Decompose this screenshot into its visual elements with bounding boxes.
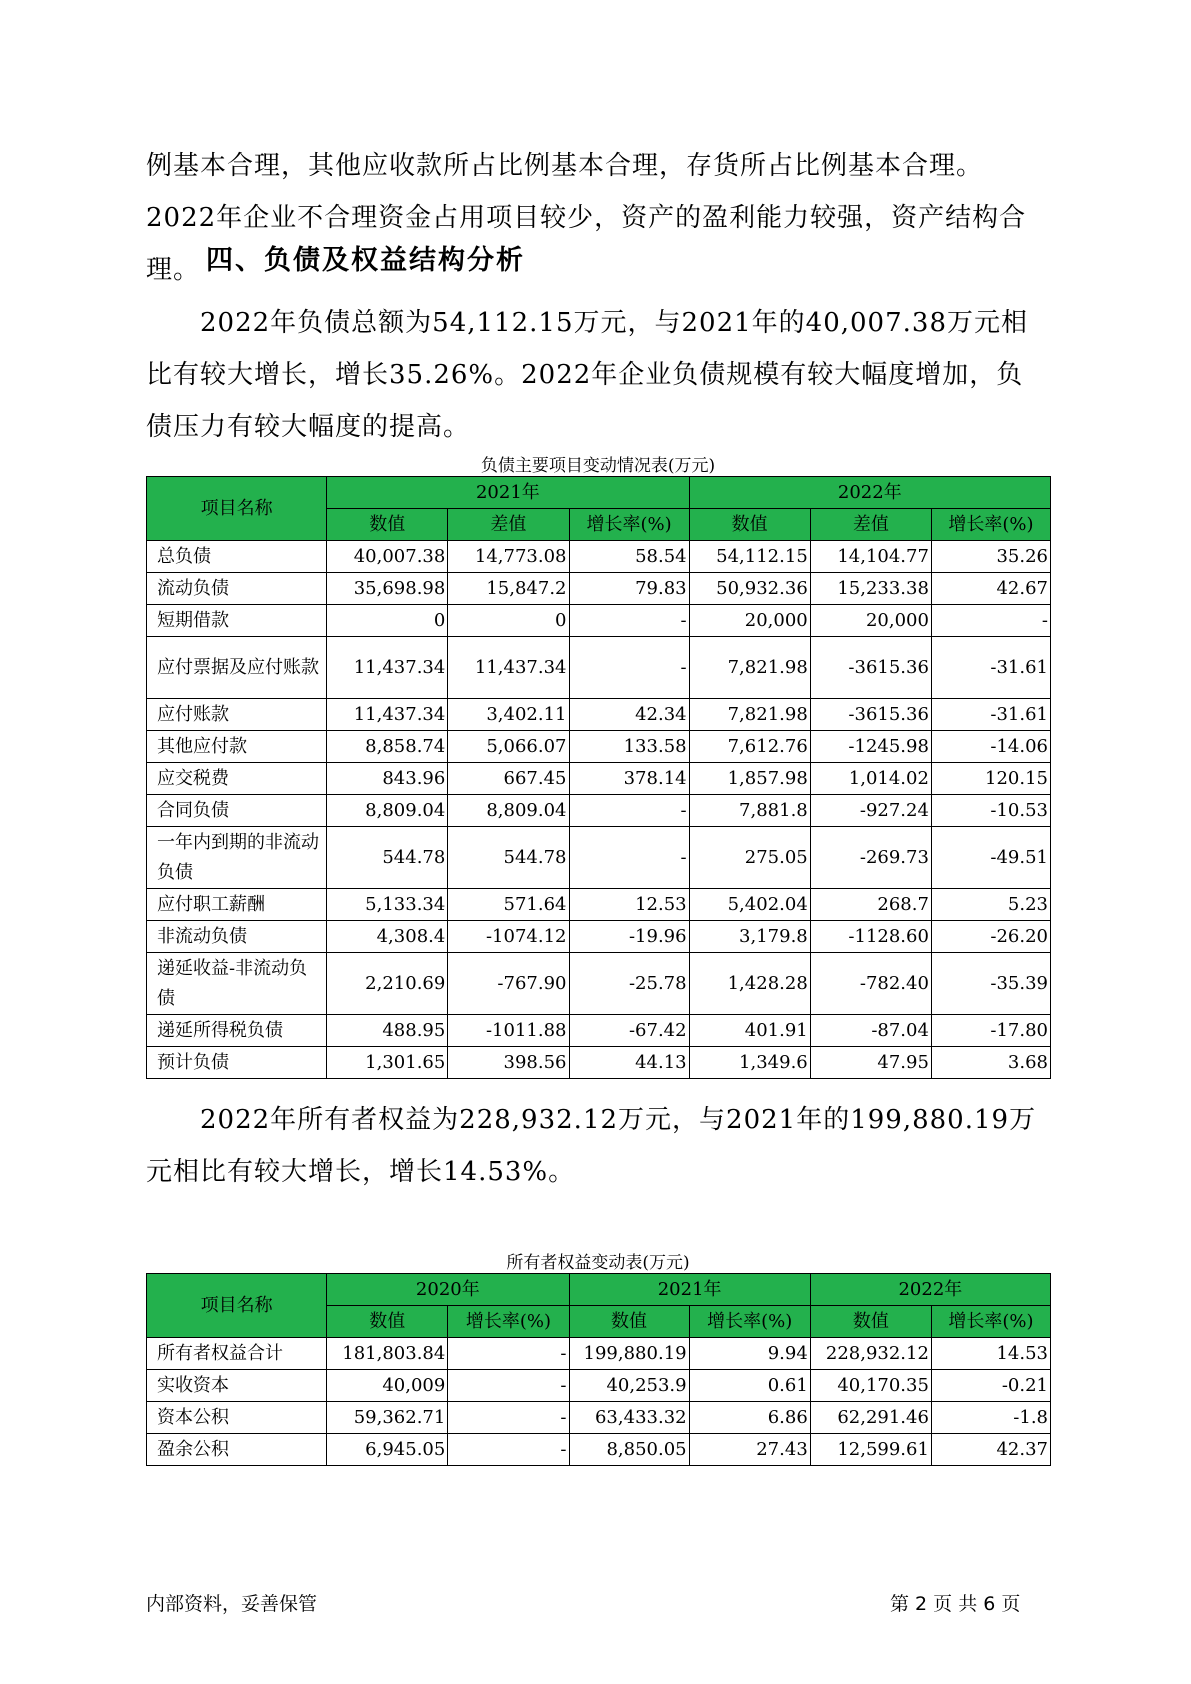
row-label-cell: 其他应付款 bbox=[147, 731, 327, 763]
subheader-growth-rate: 增长率(%) bbox=[689, 1306, 810, 1338]
value-cell: 40,253.9 bbox=[569, 1370, 689, 1402]
col-header-year-2021: 2021年 bbox=[569, 1274, 810, 1306]
value-cell: 3.68 bbox=[931, 1047, 1050, 1079]
subheader-value: 数值 bbox=[810, 1306, 931, 1338]
value-cell: - bbox=[448, 1338, 569, 1370]
row-label-cell: 一年内到期的非流动负债 bbox=[147, 827, 327, 889]
value-cell: -35.39 bbox=[931, 953, 1050, 1015]
value-cell: 42.34 bbox=[569, 699, 689, 731]
value-cell: 1,428.28 bbox=[689, 953, 810, 1015]
value-cell: 1,349.6 bbox=[689, 1047, 810, 1079]
value-cell: -87.04 bbox=[810, 1015, 931, 1047]
value-cell: 1,301.65 bbox=[327, 1047, 448, 1079]
table-row bbox=[147, 637, 1051, 699]
value-cell: - bbox=[569, 605, 689, 637]
row-label-cell: 非流动负债 bbox=[147, 921, 327, 953]
value-cell: 8,858.74 bbox=[327, 731, 448, 763]
value-cell: 8,809.04 bbox=[448, 795, 569, 827]
equity-change-table bbox=[146, 1273, 1051, 1466]
table-row bbox=[147, 1338, 1051, 1370]
subheader-value: 数值 bbox=[689, 509, 810, 541]
value-cell: -1074.12 bbox=[448, 921, 569, 953]
value-cell: -17.80 bbox=[931, 1015, 1050, 1047]
value-cell: -14.06 bbox=[931, 731, 1050, 763]
subheader-value: 数值 bbox=[327, 509, 448, 541]
value-cell: - bbox=[448, 1402, 569, 1434]
table-row bbox=[147, 605, 1051, 637]
value-cell: -10.53 bbox=[931, 795, 1050, 827]
paragraph-asset-conclusion: 例基本合理，其他应收款所占比例基本合理，存货所占比例基本合理。2022年企业不合理资金占用项目较少，资产的盈利能力较强，资产结构合理。 bbox=[146, 151, 1027, 285]
col-header-year-2022: 2022年 bbox=[689, 477, 1050, 509]
value-cell: 5,133.34 bbox=[327, 889, 448, 921]
value-cell: 14,104.77 bbox=[810, 541, 931, 573]
value-cell: 35,698.98 bbox=[327, 573, 448, 605]
value-cell: 5,066.07 bbox=[448, 731, 569, 763]
value-cell: 11,437.34 bbox=[327, 699, 448, 731]
value-cell: 268.7 bbox=[810, 889, 931, 921]
footer-confidential-note: 内部资料，妥善保管 bbox=[146, 1593, 318, 1615]
row-label-cell: 所有者权益合计 bbox=[147, 1338, 327, 1370]
table-row bbox=[147, 1434, 1051, 1466]
value-cell: 7,821.98 bbox=[689, 637, 810, 699]
value-cell: 15,233.38 bbox=[810, 573, 931, 605]
value-cell: 27.43 bbox=[689, 1434, 810, 1466]
value-cell: -767.90 bbox=[448, 953, 569, 1015]
value-cell: 571.64 bbox=[448, 889, 569, 921]
value-cell: 62,291.46 bbox=[810, 1402, 931, 1434]
value-cell: 59,362.71 bbox=[327, 1402, 448, 1434]
row-label-cell: 递延收益-非流动负债 bbox=[147, 953, 327, 1015]
value-cell: 275.05 bbox=[689, 827, 810, 889]
value-cell: 1,857.98 bbox=[689, 763, 810, 795]
value-cell: -1245.98 bbox=[810, 731, 931, 763]
value-cell: 3,402.11 bbox=[448, 699, 569, 731]
equity-table-caption: 所有者权益变动表(万元) bbox=[506, 1253, 690, 1273]
value-cell: -1011.88 bbox=[448, 1015, 569, 1047]
subheader-growth-rate: 增长率(%) bbox=[931, 509, 1050, 541]
row-label-cell: 资本公积 bbox=[147, 1402, 327, 1434]
value-cell: - bbox=[931, 605, 1050, 637]
table-row bbox=[147, 699, 1051, 731]
value-cell: 0.61 bbox=[689, 1370, 810, 1402]
value-cell: - bbox=[448, 1370, 569, 1402]
table-row bbox=[147, 731, 1051, 763]
col-header-year-2022: 2022年 bbox=[810, 1274, 1050, 1306]
col-header-item-name: 项目名称 bbox=[147, 1274, 327, 1338]
value-cell: 47.95 bbox=[810, 1047, 931, 1079]
value-cell: 0 bbox=[448, 605, 569, 637]
value-cell: 4,308.4 bbox=[327, 921, 448, 953]
value-cell: -67.42 bbox=[569, 1015, 689, 1047]
subheader-value: 数值 bbox=[569, 1306, 689, 1338]
value-cell: 8,809.04 bbox=[327, 795, 448, 827]
value-cell: 14,773.08 bbox=[448, 541, 569, 573]
row-label-cell: 预计负债 bbox=[147, 1047, 327, 1079]
value-cell: 5,402.04 bbox=[689, 889, 810, 921]
value-cell: 667.45 bbox=[448, 763, 569, 795]
subheader-value: 数值 bbox=[327, 1306, 448, 1338]
value-cell: 133.58 bbox=[569, 731, 689, 763]
liability-table-caption: 负债主要项目变动情况表(万元) bbox=[480, 456, 716, 476]
value-cell: 15,847.2 bbox=[448, 573, 569, 605]
value-cell: -19.96 bbox=[569, 921, 689, 953]
table-row bbox=[147, 1047, 1051, 1079]
value-cell: -927.24 bbox=[810, 795, 931, 827]
subheader-diff: 差值 bbox=[810, 509, 931, 541]
value-cell: 6.86 bbox=[689, 1402, 810, 1434]
value-cell: 11,437.34 bbox=[327, 637, 448, 699]
liability-change-table bbox=[146, 476, 1051, 1079]
value-cell: 544.78 bbox=[448, 827, 569, 889]
table-row bbox=[147, 1370, 1051, 1402]
value-cell: 8,850.05 bbox=[569, 1434, 689, 1466]
table-row bbox=[147, 827, 1051, 889]
value-cell: -0.21 bbox=[931, 1370, 1050, 1402]
col-header-year-2020: 2020年 bbox=[327, 1274, 569, 1306]
value-cell: -26.20 bbox=[931, 921, 1050, 953]
value-cell: 40,170.35 bbox=[810, 1370, 931, 1402]
value-cell: 0 bbox=[327, 605, 448, 637]
value-cell: -782.40 bbox=[810, 953, 931, 1015]
table-row bbox=[147, 541, 1051, 573]
value-cell: 58.54 bbox=[569, 541, 689, 573]
value-cell: 3,179.8 bbox=[689, 921, 810, 953]
value-cell: 11,437.34 bbox=[448, 637, 569, 699]
value-cell: 14.53 bbox=[931, 1338, 1050, 1370]
value-cell: -31.61 bbox=[931, 699, 1050, 731]
value-cell: 44.13 bbox=[569, 1047, 689, 1079]
table-row bbox=[147, 795, 1051, 827]
value-cell: - bbox=[448, 1434, 569, 1466]
value-cell: 20,000 bbox=[810, 605, 931, 637]
value-cell: 401.91 bbox=[689, 1015, 810, 1047]
value-cell: 7,612.76 bbox=[689, 731, 810, 763]
subheader-growth-rate: 增长率(%) bbox=[569, 509, 689, 541]
value-cell: 488.95 bbox=[327, 1015, 448, 1047]
value-cell: 378.14 bbox=[569, 763, 689, 795]
subheader-diff: 差值 bbox=[448, 509, 569, 541]
value-cell: 79.83 bbox=[569, 573, 689, 605]
value-cell: 40,007.38 bbox=[327, 541, 448, 573]
value-cell: 54,112.15 bbox=[689, 541, 810, 573]
value-cell: 6,945.05 bbox=[327, 1434, 448, 1466]
row-label-cell: 应交税费 bbox=[147, 763, 327, 795]
table-row bbox=[147, 1402, 1051, 1434]
paragraph-equity-summary: 2022年所有者权益为228,932.12万元，与2021年的199,880.19万元相比有较大增长，增长14.53%。 bbox=[146, 1105, 1037, 1187]
row-label-cell: 实收资本 bbox=[147, 1370, 327, 1402]
value-cell: 9.94 bbox=[689, 1338, 810, 1370]
value-cell: -3615.36 bbox=[810, 699, 931, 731]
value-cell: 544.78 bbox=[327, 827, 448, 889]
table-row bbox=[147, 953, 1051, 1015]
row-label-cell: 流动负债 bbox=[147, 573, 327, 605]
value-cell: - bbox=[569, 637, 689, 699]
value-cell: -269.73 bbox=[810, 827, 931, 889]
table-row bbox=[147, 573, 1051, 605]
footer-page-number: 第 2 页 共 6 页 bbox=[890, 1593, 1021, 1615]
value-cell: 181,803.84 bbox=[327, 1338, 448, 1370]
value-cell: - bbox=[569, 795, 689, 827]
value-cell: 12.53 bbox=[569, 889, 689, 921]
row-label-cell: 合同负债 bbox=[147, 795, 327, 827]
value-cell: 42.37 bbox=[931, 1434, 1050, 1466]
table-row bbox=[147, 763, 1051, 795]
value-cell: 843.96 bbox=[327, 763, 448, 795]
row-label-cell: 盈余公积 bbox=[147, 1434, 327, 1466]
value-cell: 398.56 bbox=[448, 1047, 569, 1079]
section-heading: 四、负债及权益结构分析 bbox=[206, 245, 525, 276]
col-header-item-name: 项目名称 bbox=[147, 477, 327, 541]
value-cell: 2,210.69 bbox=[327, 953, 448, 1015]
value-cell: 7,821.98 bbox=[689, 699, 810, 731]
row-label-cell: 应付账款 bbox=[147, 699, 327, 731]
value-cell: 5.23 bbox=[931, 889, 1050, 921]
value-cell: 40,009 bbox=[327, 1370, 448, 1402]
value-cell: 199,880.19 bbox=[569, 1338, 689, 1370]
row-label-cell: 短期借款 bbox=[147, 605, 327, 637]
value-cell: 35.26 bbox=[931, 541, 1050, 573]
value-cell: 42.67 bbox=[931, 573, 1050, 605]
value-cell: -1.8 bbox=[931, 1402, 1050, 1434]
col-header-year-2021: 2021年 bbox=[327, 477, 689, 509]
value-cell: -25.78 bbox=[569, 953, 689, 1015]
value-cell: 50,932.36 bbox=[689, 573, 810, 605]
value-cell: 20,000 bbox=[689, 605, 810, 637]
subheader-growth-rate: 增长率(%) bbox=[448, 1306, 569, 1338]
value-cell: 7,881.8 bbox=[689, 795, 810, 827]
row-label-cell: 递延所得税负债 bbox=[147, 1015, 327, 1047]
row-label-cell: 应付职工薪酬 bbox=[147, 889, 327, 921]
value-cell: -1128.60 bbox=[810, 921, 931, 953]
table-row bbox=[147, 889, 1051, 921]
value-cell: 120.15 bbox=[931, 763, 1050, 795]
row-label-cell: 总负债 bbox=[147, 541, 327, 573]
value-cell: -49.51 bbox=[931, 827, 1050, 889]
value-cell: -31.61 bbox=[931, 637, 1050, 699]
row-label-cell: 应付票据及应付账款 bbox=[147, 637, 327, 699]
value-cell: 1,014.02 bbox=[810, 763, 931, 795]
value-cell: -3615.36 bbox=[810, 637, 931, 699]
subheader-growth-rate: 增长率(%) bbox=[931, 1306, 1050, 1338]
value-cell: - bbox=[569, 827, 689, 889]
value-cell: 228,932.12 bbox=[810, 1338, 931, 1370]
table-row bbox=[147, 1015, 1051, 1047]
paragraph-liability-summary: 2022年负债总额为54,112.15万元，与2021年的40,007.38万元相比有较大增长，增长35.26%。2022年企业负债规模有较大幅度增加，负债压力有较大幅度的提高。 bbox=[146, 308, 1028, 442]
value-cell: 12,599.61 bbox=[810, 1434, 931, 1466]
table-row bbox=[147, 921, 1051, 953]
value-cell: 63,433.32 bbox=[569, 1402, 689, 1434]
